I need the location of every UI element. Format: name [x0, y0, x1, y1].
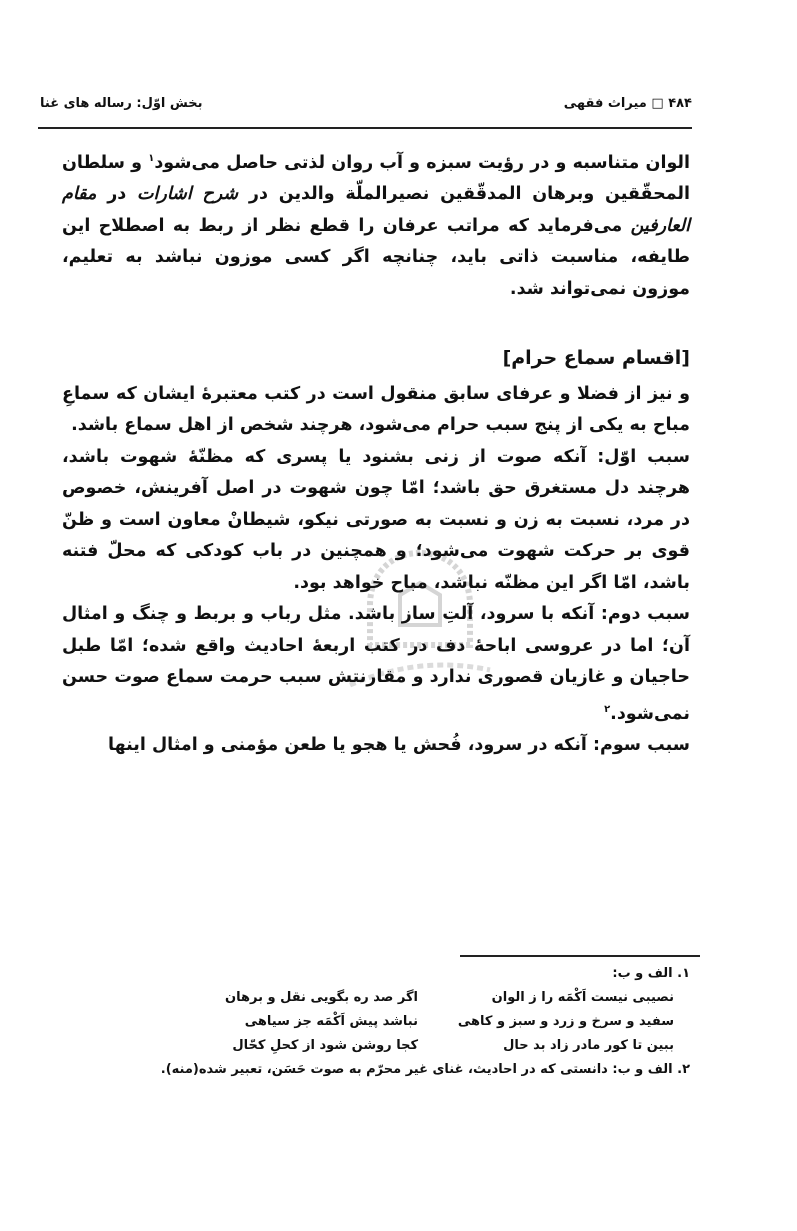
square-icon: □ [651, 95, 664, 111]
page-number: ۴۸۴ [668, 95, 692, 111]
book-reference: شرح اشارات [137, 184, 239, 205]
footnote-ref-2[interactable]: ۲ [604, 703, 611, 715]
verse-row [62, 1034, 690, 1058]
header-divider [38, 127, 692, 129]
footnote-1-label: ۱. الف و ب: [612, 966, 690, 981]
footnotes [62, 962, 690, 1082]
verse-row [62, 1010, 690, 1034]
reason-label: سبب دوم: [600, 604, 690, 625]
verse-hemistich: نصیبی نیست اَکْمَه را ز الوان [491, 990, 674, 1005]
reason-text: آنکه با سرود، آلتِ ساز باشد. مثل رباب و بربط و چنگ و امثال آن؛ اما در عروسی اباحهٔ دف در کتب اربعهٔ احادیث واقع شده؛ امّا طبل حاجیان و غازیان قصوری ندارد و مقارنتش سبب حرمت سماع صوت حسن نمی‌شود. [62, 604, 690, 724]
text-line: ذاتی باید، چنانچه اگر کسی موزون نباشد به تعلیم، موزون نمی‌تواند شد. [62, 247, 690, 299]
book-reference: مقام العارفین [62, 184, 690, 236]
verse-row [62, 986, 690, 1010]
verse-hemistich: کجا روشن شود از کحلِ کحّال [232, 1038, 418, 1053]
main-text [62, 143, 690, 762]
verse-hemistich: ببین تا کور مادر زاد بد حال [503, 1038, 674, 1053]
reason-text: آنکه صوت از زنی بشنود یا پسری که مظنّهٔ شهوت باشد، هرچند دل مستغرق حق باشد؛ امّا چون شهوت در اصل آفرینش، خصوص در مرد، نسبت به زن و نسبت به صورتی نیکو، شیطانْ معاون است و ظنّ قوی بر حرکت شهوت می‌شود؛ و همچنین در باب کودکی که محلّ فتنه باشد، امّا اگر این مظنّه نباشد، مباح خواهد بود. [62, 446, 690, 593]
verse-hemistich: نباشد پیش اَکْمَه جز سیاهی [244, 1014, 418, 1029]
verse-hemistich: سفید و سرخ و زرد و سبز و کاهی [457, 1014, 674, 1029]
text-line: می‌فرماید که مراتب عرفان را قطع نظر از ربط به اصطلاح این طایفه، مناسبت [62, 215, 690, 268]
running-header [40, 90, 692, 116]
text-line: المحقّقین وبرهان المدقّقین نصیرالملّة والدین در [238, 184, 691, 205]
verse-hemistich: اگر صد ره بگویی نقل و برهان [225, 990, 418, 1005]
header-book-info [564, 96, 692, 111]
paragraph-2: و نیز از فضلا و عرفای سابق منقول است در کتب معتبرهٔ ایشان که سماعِ مباح به یکی از پنج سبب حرام می‌شود، هرچند شخص از اهل سماع باشد. [62, 383, 690, 436]
text-line: الوان متناسبه و در رؤیت سبزه و آب روان لذتی حاصل می‌شود [154, 152, 690, 173]
text-line: در [96, 184, 138, 205]
reason-3 [62, 730, 690, 762]
reason-label: سبب سوم: [593, 735, 690, 756]
text-line: و سلطان [62, 152, 149, 173]
reason-1 [62, 442, 690, 600]
section-heading: [اقسام سماع حرام] [502, 347, 690, 370]
reason-2 [62, 599, 690, 730]
reason-label: سبب اوّل: [597, 446, 691, 467]
book-title: میراث فقهی [563, 95, 647, 111]
paragraph-1 [62, 143, 690, 305]
footnote-2: ۲. الف و ب: دانستی که در احادیث، غنای غیر محرّم به صوت حَسَن، تعبیر شده(منه). [160, 1062, 690, 1077]
section-title: بخش اوّل: رساله های غنا [40, 95, 203, 111]
footnote-ref-1[interactable]: ۱ [148, 153, 155, 164]
reason-text: آنکه در سرود، فُحش یا هجو یا طعن مؤمنی و امثال اینها [108, 735, 594, 756]
footnote-divider [460, 955, 700, 957]
